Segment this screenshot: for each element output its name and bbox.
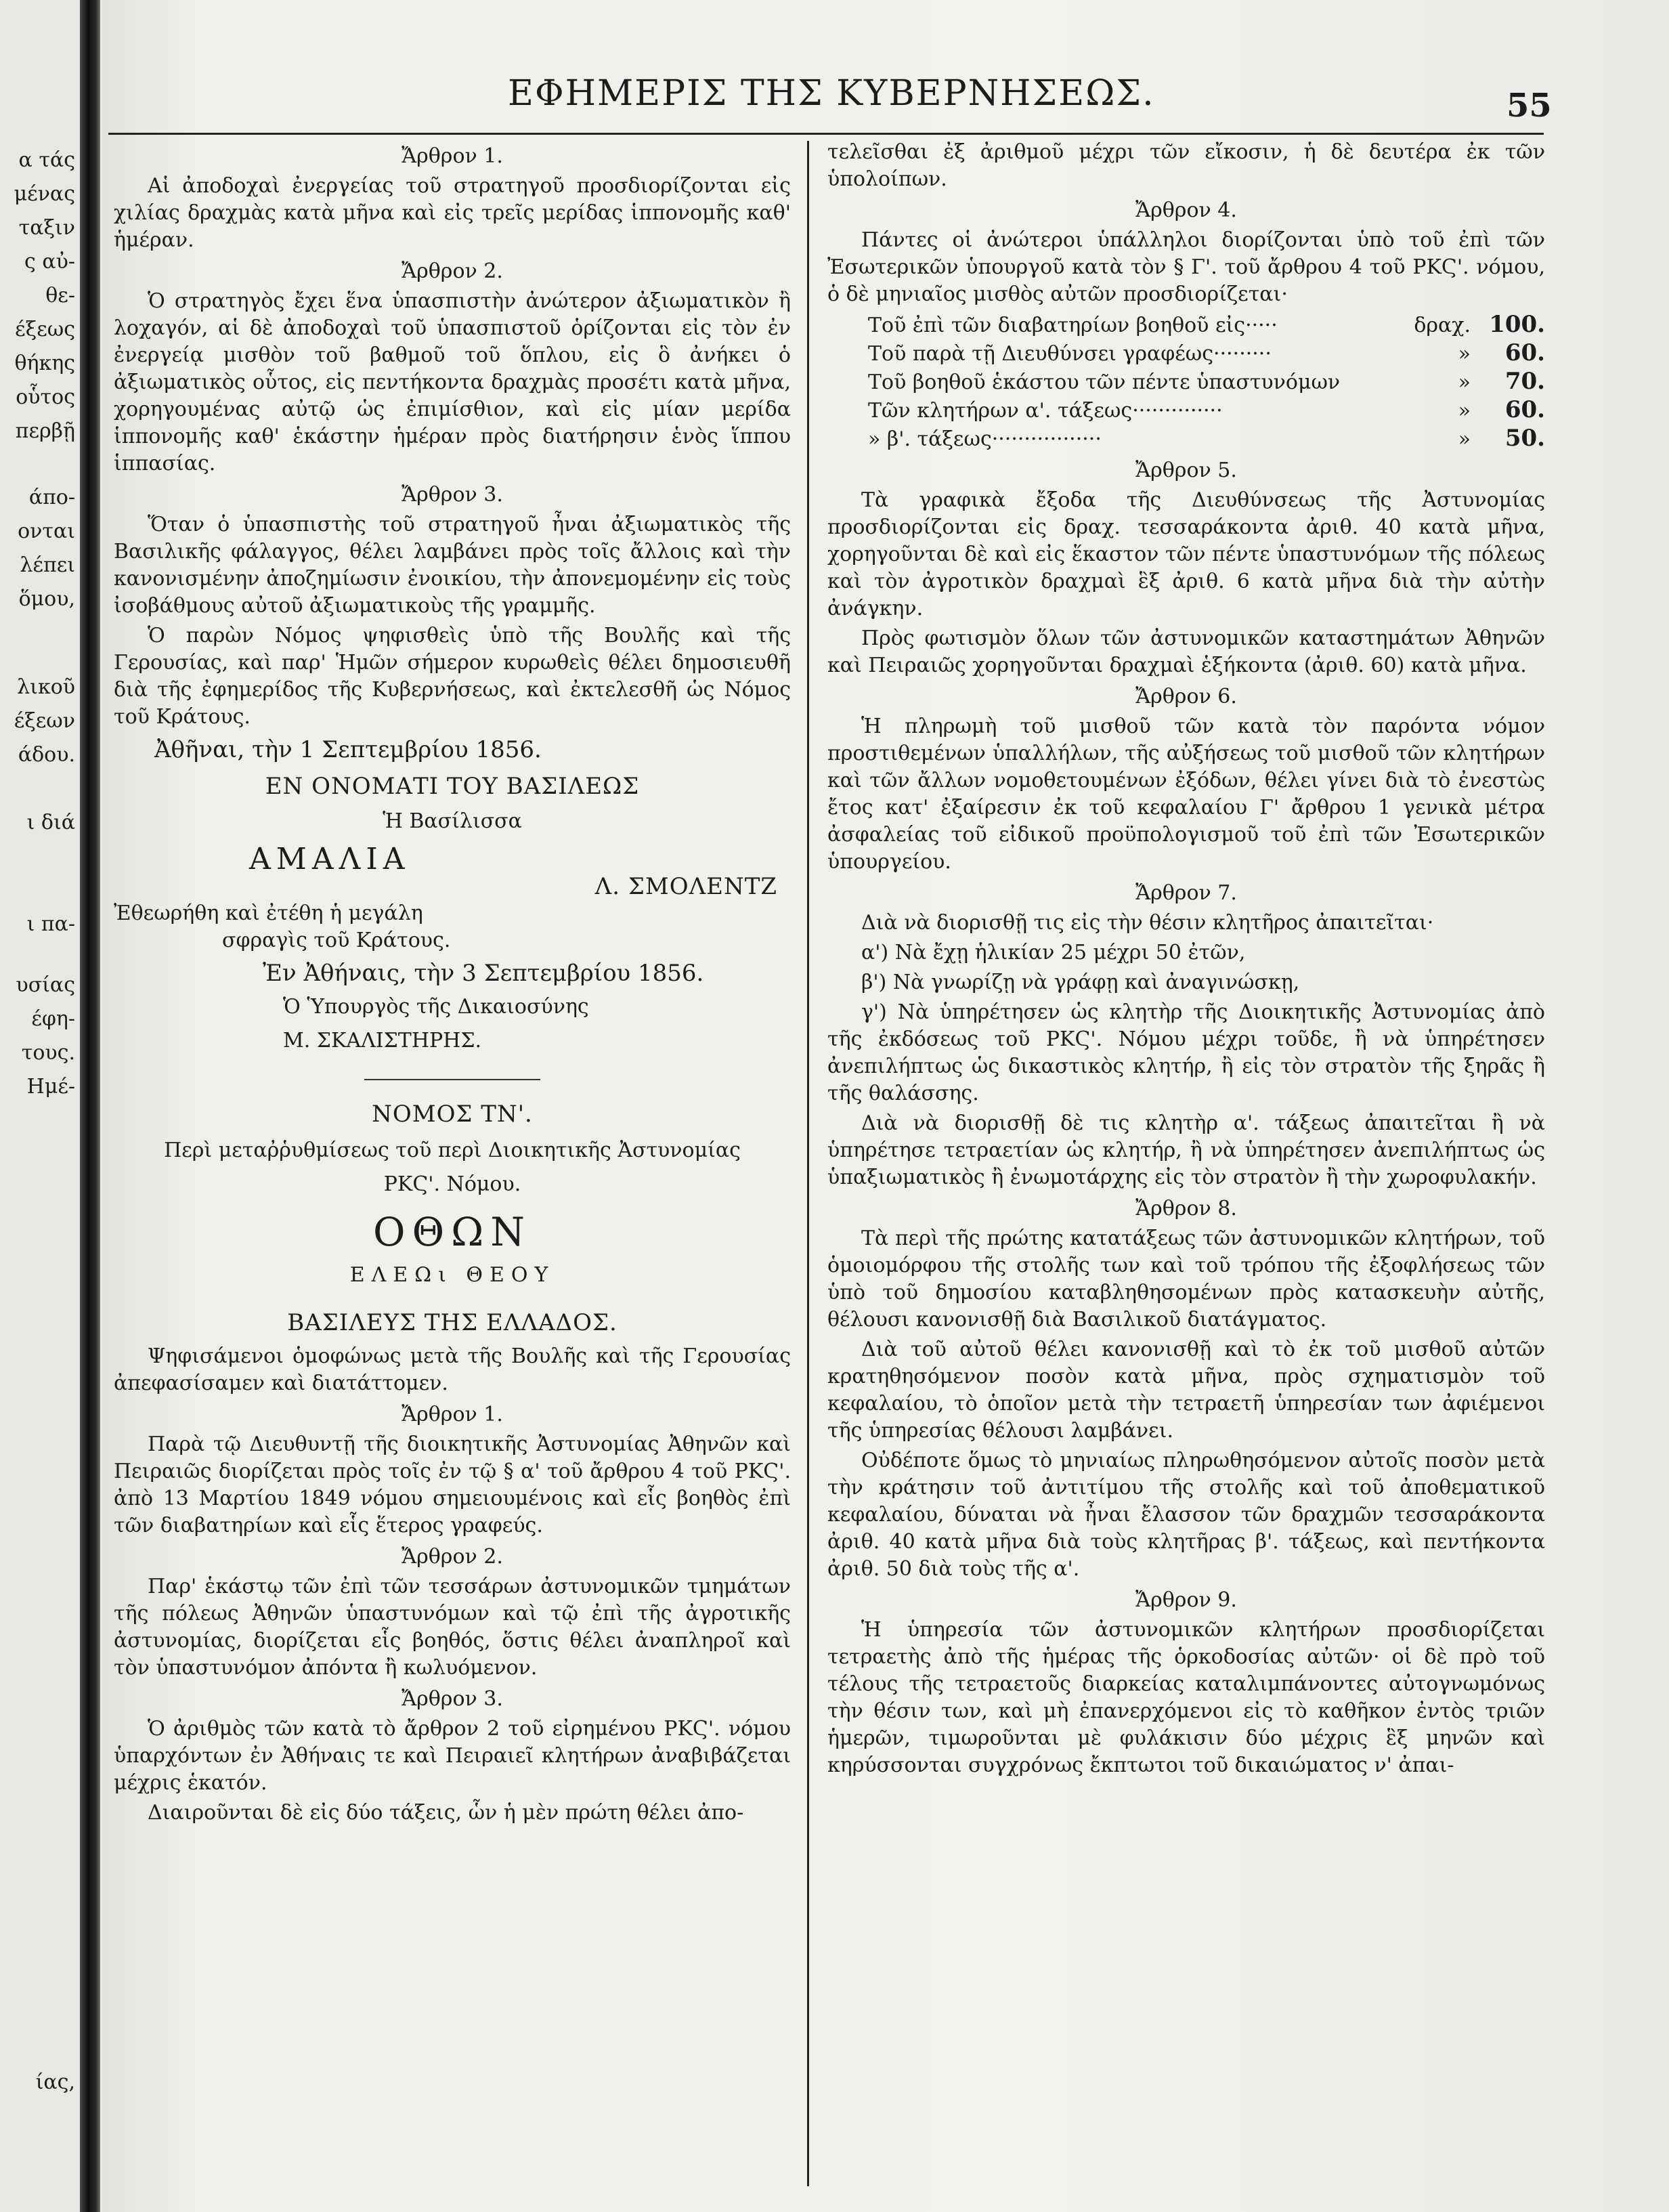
law-title: ΝΟΜΟΣ ΤΝ'. [372, 1101, 533, 1128]
salary-amount: 100. [1489, 311, 1545, 338]
header-rule [108, 133, 1544, 135]
paragraph: Ὁ παρὼν Νόμος ψηφισθεὶς ὑπὸ τῆς Βουλῆς καὶ τῆς Γερουσίας, καὶ παρ' Ἡμῶν σήμερον κυρωθεὶς θέλει δημοσιευθῆ διὰ τῆς ἐφημερίδος τῆς Κυβερνήσεως, καὶ ἐκτελεσθῆ ὡς Νόμος τοῦ Κράτους. [114, 624, 791, 729]
adjacent-page-fragment: άπο- [28, 486, 75, 509]
king-title: ΒΑΣΙΛΕΥΣ ΤΗΣ ΕΛΛΑΔΟΣ. [287, 1309, 617, 1336]
queen-label: Ἡ Βασίλισσα [383, 809, 522, 833]
right-column [827, 139, 1545, 2205]
adjacent-page-fragment: έξεων [14, 709, 75, 733]
column-divider [807, 141, 809, 2186]
preamble: Ψηφισάμενοι ὁμοφώνως μετὰ τῆς Βουλῆς καὶ τῆς Γερουσίας ἀπεφασίσαμεν καὶ διατάττομεν. [114, 1344, 791, 1395]
in-the-name-line: ΕΝ ΟΝΟΜΑΤΙ ΤΟΥ ΒΑΣΙΛΕΩΣ [265, 773, 640, 800]
seal-line: Ἐθεωρήθη καὶ ἐτέθη ἡ μεγάλη [114, 901, 423, 925]
salary-label: » β'. τάξεως················· [868, 427, 1102, 451]
adjacent-page-fragment: α τάς [18, 148, 75, 172]
salary-row [827, 311, 1545, 339]
law-subtitle: Περὶ μεταῤῥυθμίσεως τοῦ περὶ Διοικητικῆς Ἀστυνομίας [164, 1139, 741, 1162]
paragraph: Αἱ ἀποδοχαὶ ἐνεργείας τοῦ στρατηγοῦ προσδιορίζονται εἰς χιλίας δραχμὰς κατὰ μῆνα καὶ εἰς τρεῖς μερίδας ἱππονομῆς καθ' ἡμέραν. [114, 174, 791, 252]
salary-label: Τοῦ βοηθοῦ ἑκάστου τῶν πέντε ὑπαστυνόμων [868, 370, 1341, 394]
paragraph: Ἡ ὑπηρεσία τῶν ἀστυνομικῶν κλητήρων προσδιορίζεται τετραετὴς ἀπὸ τῆς ἡμέρας τῆς ὁρκοδοσίας αὐτῶν· οἱ δὲ πρὸ τοῦ τέλους τῆς τετραετοῦς διαρκείας καταλιμπάνοντες αὐτογνωμόνως τὴν θέσιν των, καὶ μὴ ἐπανερχόμενοι εἰς τὸ καθῆκον ἐντὸς τριῶν ἡμερῶν, τιμωροῦνται μὲ φυλάκισιν δύο μέχρις ἓξ μηνῶν καὶ κηρύσσονται συγχρόνως ἔκπτωτοι τοῦ δικαιώματος ν' ἀπαι- [827, 1618, 1545, 1777]
article-heading: Ἄρθρον 5. [1135, 459, 1237, 482]
salary-row [827, 339, 1545, 368]
salary-table [827, 311, 1545, 453]
paragraph: Ὁ στρατηγὸς ἔχει ἕνα ὑπασπιστὴν ἀνώτερον ἀξιωματικὸν ἢ λοχαγόν, αἱ δὲ ἀποδοχαὶ τοῦ ὑπασπιστοῦ ὁρίζονται εἰς τὸν ἐν ἐνεργείᾳ μισθὸν τοῦ βαθμοῦ τοῦ ὅπλου, εἰς ὃ ἀνήκει ὁ ἀξιωματικὸς οὗτος, εἰς πεντήκοντα δραχμὰς προσέτι κατὰ μῆνα, χορηγουμένας αὐτῷ ὡς ἐπιμίσθιον, καὶ εἰς μίαν μερίδα ἱππονομῆς καθ' ἑκάστην ἡμέραν πρὸς διατήρησιν ἑνὸς ἵππου ἱππασίας. [114, 289, 791, 475]
page-number: 55 [1507, 87, 1552, 125]
paragraph: Ὁ ἀριθμὸς τῶν κατὰ τὸ ἄρθρον 2 τοῦ εἰρημένου ΡΚϚ'. νόμου ὑπαρχόντων ἐν Ἀθήναις τε καὶ Πειραιεῖ κλητήρων ἀναβιβάζεται μέχρις ἑκατόν. [114, 1717, 791, 1795]
salary-row [827, 425, 1545, 453]
adjacent-page-fragment: έξεως [15, 318, 75, 341]
article-heading: Ἄρθρον 3. [402, 1687, 503, 1711]
salary-currency: » [1458, 342, 1471, 366]
adjacent-page-fragment: ι πα- [26, 912, 75, 936]
article-heading: Ἄρθρον 1. [402, 1403, 503, 1426]
salary-currency: δραχ. [1414, 314, 1471, 337]
adjacent-page-fragment: λέπει [20, 553, 75, 577]
adjacent-page-fragment: οὗτος [16, 385, 75, 409]
adjacent-page-fragment: θήκης [14, 352, 75, 375]
salary-amount: 60. [1504, 396, 1545, 423]
article-heading: Ἄρθρον 4. [1135, 198, 1237, 222]
paragraph: Πάντες οἱ ἀνώτεροι ὑπάλληλοι διορίζονται ὑπὸ τοῦ ἐπὶ τῶν Ἐσωτερικῶν ὑπουργοῦ κατὰ τὸν § Γ'. τοῦ ἄρθρου 4 τοῦ ΡΚϚ'. νόμου, ὁ δὲ μηνιαῖος μισθὸς αὐτῶν προσδιορίζεται· [827, 228, 1545, 306]
paragraph: Ὅταν ὁ ὑπασπιστὴς τοῦ στρατηγοῦ ἦναι ἀξιωματικὸς τῆς Βασιλικῆς φάλαγγος, θέλει λαμβάνει πρὸς τοῖς ἄλλοις καὶ τὴν κανονισμένην ἀποζημίωσιν ἐνοικίου, τὴν ἀπονεμομένην εἰς τοὺς ἰσοβάθμους αὐτοῦ ἀξιωματικοὺς τῆς γραμμῆς. [114, 513, 791, 618]
article-heading: Ἄρθρον 8. [1135, 1197, 1237, 1220]
justice-minister-label: Ὁ Ὑπουργὸς τῆς Δικαιοσύνης [283, 995, 589, 1019]
adjacent-page-fragment: ταξιν [18, 216, 75, 240]
adjacent-page-fragment: λικοῦ [17, 675, 75, 699]
salary-label: Τοῦ ἐπὶ τῶν διαβατηρίων βοηθοῦ εἰς····· [868, 314, 1278, 337]
paragraph: Διὰ νὰ διορισθῇ δὲ τις κλητὴρ α'. τάξεως ἀπαιτεῖται ἢ νὰ ὑπηρέτησε τετραετίαν ὡς κλητήρ, ἢ νὰ ὑπηρέτησεν ἀνεπιλήπτως ὡς ὑπαξιωματικὸς ἢ ἐνωμοτάρχης εἰς τὸν στρατὸν ἢ τὴν χωροφυλακήν. [827, 1111, 1545, 1189]
justice-minister-name: Μ. ΣΚΑΛΙΣΤΗΡΗΣ. [283, 1029, 482, 1052]
salary-currency: » [1458, 427, 1471, 451]
adjacent-page-fragment: ς αὐ- [24, 250, 75, 274]
salary-label: Τοῦ παρὰ τῇ Διευθύνσει γραφέως········· [868, 342, 1272, 366]
king-name: ΟΘΩΝ [373, 1209, 532, 1255]
article-heading: Ἄρθρον 6. [1135, 685, 1237, 708]
paragraph: Διὰ νὰ διορισθῇ τις εἰς τὴν θέσιν κλητῆρος ἀπαιτεῖται· [861, 911, 1434, 935]
list-item: β') Νὰ γνωρίζῃ νὰ γράφῃ καὶ ἀναγινώσκῃ, [861, 971, 1300, 994]
article-heading: Ἄρθρον 2. [402, 259, 503, 283]
paragraph: τελεῖσθαι ἐξ ἀριθμοῦ μέχρι τῶν εἴκοσιν, ἡ δὲ δευτέρα ἐκ τῶν ὑπολοίπων. [827, 140, 1545, 191]
paragraph: Τὰ περὶ τῆς πρώτης κατατάξεως τῶν ἀστυνομικῶν κλητήρων, τοῦ ὁμοιομόρφου τῆς στολῆς των καὶ τοῦ τρόπου τῆς ἐξοφλήσεως τῶν ὑπὸ τοῦ δημοσίου καταβληθησομένων πρὸς κατασκευὴν αὐτῆς, θέλουσι κανονισθῇ διὰ Βασιλικοῦ διατάγματος. [827, 1227, 1545, 1332]
adjacent-page-fragment: θε- [45, 284, 75, 307]
paragraph: Ἡ πληρωμὴ τοῦ μισθοῦ τῶν κατὰ τὸν παρόντα νόμον προστιθεμένων ὑπαλλήλων, τῆς αὐξήσεως τοῦ μισθοῦ τῶν κλητήρων καὶ τῶν ἄλλων νομοθετουμένων ἐξόδων, θέλει γίνει διὰ τὸ ἐνεστὼς ἔτος κατ' ἐξαίρεσιν ἐκ τοῦ κεφαλαίου Γ' ἄρθρου 1 γενικὰ μέτρα ἀσφαλείας τοῦ εἰδικοῦ προϋπολογισμοῦ τοῦ ἐπὶ τῶν Ἐσωτερικῶν ὑπουργείου. [827, 715, 1545, 874]
salary-row [827, 368, 1545, 396]
adjacent-page-strip [0, 0, 85, 2212]
adjacent-page-fragment: ονται [18, 519, 75, 543]
paragraph: Παρ' ἑκάστῳ τῶν ἐπὶ τῶν τεσσάρων ἀστυνομικῶν τμημάτων τῆς πόλεως Ἀθηνῶν ὑπαστυνόμων καὶ τῷ ἐπὶ τῆς ἀγροτικῆς ἀστυνομίας, διορίζεται εἷς βοηθός, ὅστις θέλει ἀναπληροῖ καὶ τὸν ὑπαστυνόμον ἀπόντα ἢ κωλυόμενον. [114, 1575, 791, 1680]
salary-amount: 70. [1504, 368, 1545, 395]
article-heading: Ἄρθρον 9. [1135, 1588, 1237, 1612]
adjacent-page-fragment: ίας, [35, 2070, 75, 2094]
date-line: Ἐν Ἀθήναις, τὴν 3 Σεπτεμβρίου 1856. [263, 960, 704, 987]
adjacent-page-fragment: Ημέ- [26, 1075, 75, 1099]
law-subtitle: ΡΚϚ'. Νόμου. [383, 1172, 521, 1196]
paragraph: Παρὰ τῷ Διευθυντῇ τῆς διοικητικῆς Ἀστυνομίας Ἀθηνῶν καὶ Πειραιῶς διορίζεται πρὸς τοῖς ἐν τῷ § α' τοῦ ἄρθρου 4 τοῦ ΡΚϚ'. ἀπὸ 13 Μαρτίου 1849 νόμου σημειουμένοις καὶ εἷς βοηθὸς ἐπὶ τῶν διαβατηρίων καὶ εἷς ἕτερος γραφεύς. [114, 1432, 791, 1537]
salary-currency: » [1458, 399, 1471, 423]
article-heading: Ἄρθρον 1. [402, 144, 503, 168]
seal-line: σφραγὶς τοῦ Κράτους. [222, 929, 451, 952]
adjacent-page-fragment: υσίας [16, 973, 75, 997]
paragraph: Διὰ τοῦ αὐτοῦ θέλει κανονισθῇ καὶ τὸ ἐκ τοῦ μισθοῦ αὐτῶν κρατηθησόμενον ποσὸν κατὰ μῆνα, πρὸς σχηματισμὸν τοῦ κεφαλαίου, τὸ ὁποῖον μετὰ τὴν τετραετῆ ὑπηρεσίαν των ἀφιέμενοι τῆς ὑπηρεσίας θέλουσι λαμβάνει. [827, 1338, 1545, 1443]
article-heading: Ἄρθρον 7. [1135, 881, 1237, 905]
article-heading: Ἄρθρον 2. [402, 1545, 503, 1569]
list-item: α') Νὰ ἔχῃ ἡλικίαν 25 μέχρι 50 ἐτῶν, [861, 941, 1246, 964]
salary-amount: 60. [1504, 339, 1545, 366]
adjacent-page-fragment: περβῇ [15, 419, 75, 443]
section-separator [364, 1079, 540, 1080]
adjacent-page-fragment: έφη- [31, 1007, 75, 1031]
adjacent-page-fragment: τους. [21, 1041, 75, 1065]
salary-row [827, 396, 1545, 425]
paragraph: Τὰ γραφικὰ ἔξοδα τῆς Διευθύνσεως τῆς Ἀστυνομίας προσδιορίζονται εἰς δραχ. τεσσαράκοντα ἀριθ. 40 κατὰ μῆνα, χορηγοῦνται δὲ καὶ εἰς ἕκαστον τῶν πέντε ὑπαστυνόμων τῆς πόλεως καὶ τὸν ἀγροτικὸν δραχμαὶ ἓξ ἀριθ. 6 κατὰ μῆνα διὰ τὴν αὐτὴν ἀνάγκην. [827, 488, 1545, 620]
adjacent-page-fragment: ὅμου, [18, 587, 75, 611]
article-heading: Ἄρθρον 3. [402, 483, 503, 507]
adjacent-page-fragment: ι διά [26, 811, 75, 834]
minister-signature: Λ. ΣΜΟΛΕΝΤΖ [594, 873, 777, 900]
adjacent-page-fragment: άδου. [18, 743, 75, 767]
paragraph: Οὐδέποτε ὅμως τὸ μηνιαίως πληρωθησόμενον αὐτοῖς ποσὸν μετὰ τὴν κράτησιν τοῦ ἀντιτίμου τῆς στολῆς καὶ τοῦ ἀποθεματικοῦ κεφαλαίου, δύναται νὰ ἦναι ἔλασσον τῶν δραχμῶν τεσσαράκοντα ἀριθ. 40 κατὰ μῆνα διὰ τοὺς κλητῆρας β'. τάξεως, καὶ πεντήκοντα ἀριθ. 50 διὰ τοὺς τῆς α'. [827, 1449, 1545, 1581]
date-line: Ἀθῆναι, τὴν 1 Σεπτεμβρίου 1856. [154, 736, 542, 763]
salary-label: Τῶν κλητήρων α'. τάξεως·············· [868, 399, 1223, 423]
queen-name: ΑΜΑΛΙΑ [249, 842, 410, 876]
newspaper-title: ΕΦΗΜΕΡΙΣ ΤΗΣ ΚΥΒΕΡΝΗΣΕΩΣ. [508, 73, 1155, 114]
adjacent-page-fragment: μένας [14, 182, 75, 206]
left-column [114, 139, 791, 2205]
book-spine [80, 0, 100, 2212]
list-item: γ') Νὰ ὑπηρέτησεν ὡς κλητὴρ τῆς Διοικητικῆς Ἀστυνομίας ἀπὸ τῆς ἐκδόσεως τοῦ ΡΚϚ'. Νόμου μέχρι τοῦδε, ἢ νὰ ὑπηρέτησεν ἀνεπιλήπτως ὡς δικαστικὸς κλητήρ, ἢ εἰς τὸν στρατὸν τῆς ξηρᾶς ἢ τῆς θαλάσσης. [827, 1000, 1545, 1105]
salary-amount: 50. [1504, 425, 1545, 452]
paragraph: Πρὸς φωτισμὸν ὅλων τῶν ἀστυνομικῶν καταστημάτων Ἀθηνῶν καὶ Πειραιῶς χορηγοῦνται δραχμαὶ ἑξήκοντα (ἀριθ. 60) κατὰ μῆνα. [827, 626, 1545, 677]
salary-currency: » [1458, 370, 1471, 394]
by-grace-of-god: ΕΛΕΩι ΘΕΟΥ [349, 1263, 555, 1287]
paragraph: Διαιροῦνται δὲ εἰς δύο τάξεις, ὧν ἡ μὲν πρώτη θέλει ἀπο- [148, 1801, 744, 1825]
